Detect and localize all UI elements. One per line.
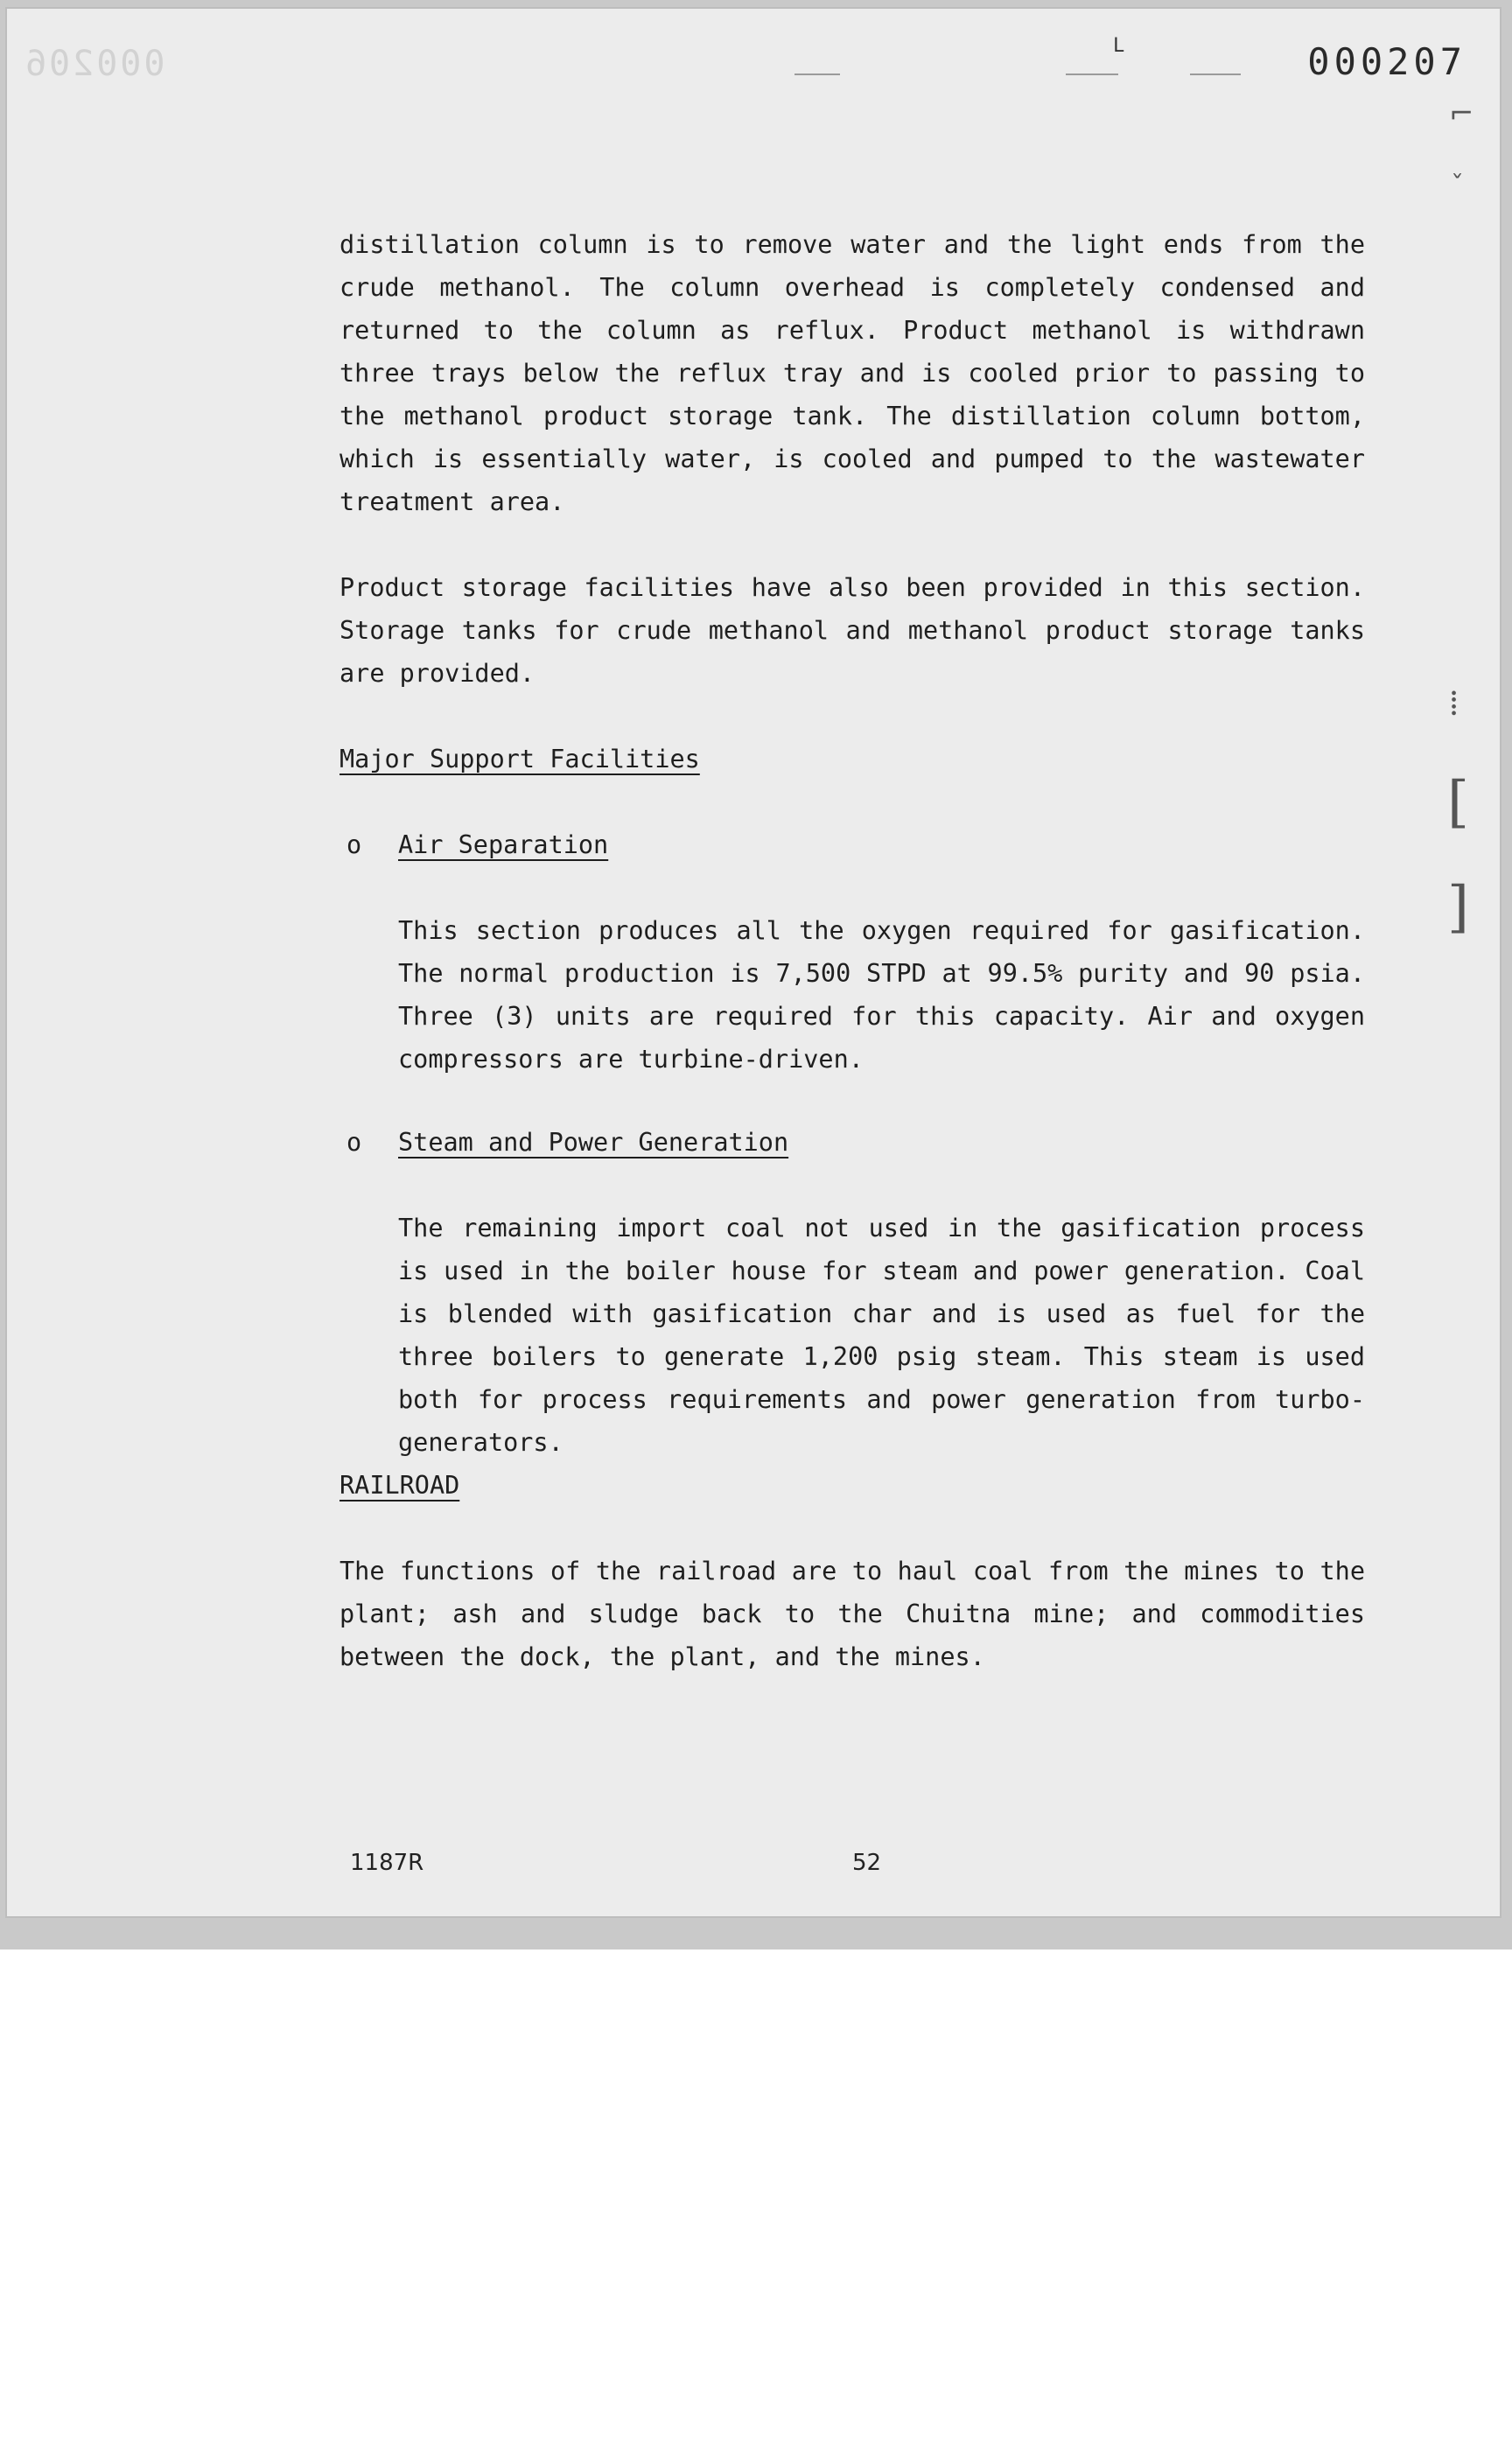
paragraph-railroad: The functions of the railroad are to haul coal from the mines to the plant; ash and sludge back to the Chuitna mine; and commodities between the dock, the plant, and the mines.	[340, 1557, 1365, 1671]
document-page	[7, 9, 1500, 1916]
bullet-marker: o	[346, 1128, 362, 1157]
margin-mark: ⌐	[1449, 96, 1474, 131]
bleed-through-number: 000206	[23, 44, 165, 84]
margin-bracket: [	[1447, 770, 1469, 835]
paragraph-air-separation: This section produces all the oxygen required for gasification. The normal production is 7,500 STPD at 99.5% purity and 90 psia. Three (3) units are required for this capacity. Air and oxygen compressors are turbine-driven.	[398, 916, 1365, 1074]
margin-bracket: ]	[1447, 875, 1469, 940]
section-heading-major-support: Major Support Facilities	[340, 745, 700, 774]
scan-dash	[1190, 74, 1241, 75]
paragraph-product-storage: Product storage facilities have also been provided in this section. Storage tanks for crude methanol and methanol product storage tanks are provided.	[340, 573, 1365, 688]
margin-mark: ⁞	[1449, 683, 1460, 724]
scan-dash	[1066, 74, 1118, 75]
page-number: 52	[852, 1850, 882, 1876]
document-number: 000207	[1307, 40, 1466, 83]
bullet-marker: o	[346, 830, 362, 859]
paragraph-steam-power: The remaining import coal not used in the gasification process is used in the boiler house for steam and power generation. Coal is blended with gasification char and is used as fuel for the three boilers to generate 1,200 psig steam. This steam is used both for process requirements and power generation from turbo-generators.	[398, 1214, 1365, 1457]
scan-dash	[794, 74, 840, 75]
margin-mark: ˇ	[1451, 171, 1464, 201]
top-mark: L	[1113, 35, 1125, 57]
subheading-air-separation: Air Separation	[398, 830, 609, 859]
paragraph-distillation: distillation column is to remove water and the light ends from the crude methanol. The column overhead is completely condensed and returned to the column as reflux. Product methanol is withdrawn three trays below the reflux tray and is cooled prior to passing to the methanol product storage tank. The distillation column bottom, which is essentially water, is cooled and pumped to the wastewater treatment area.	[340, 230, 1365, 516]
subheading-steam-power: Steam and Power Generation	[398, 1128, 789, 1157]
section-heading-railroad: RAILROAD	[340, 1471, 460, 1500]
footer-code: 1187R	[350, 1850, 424, 1876]
